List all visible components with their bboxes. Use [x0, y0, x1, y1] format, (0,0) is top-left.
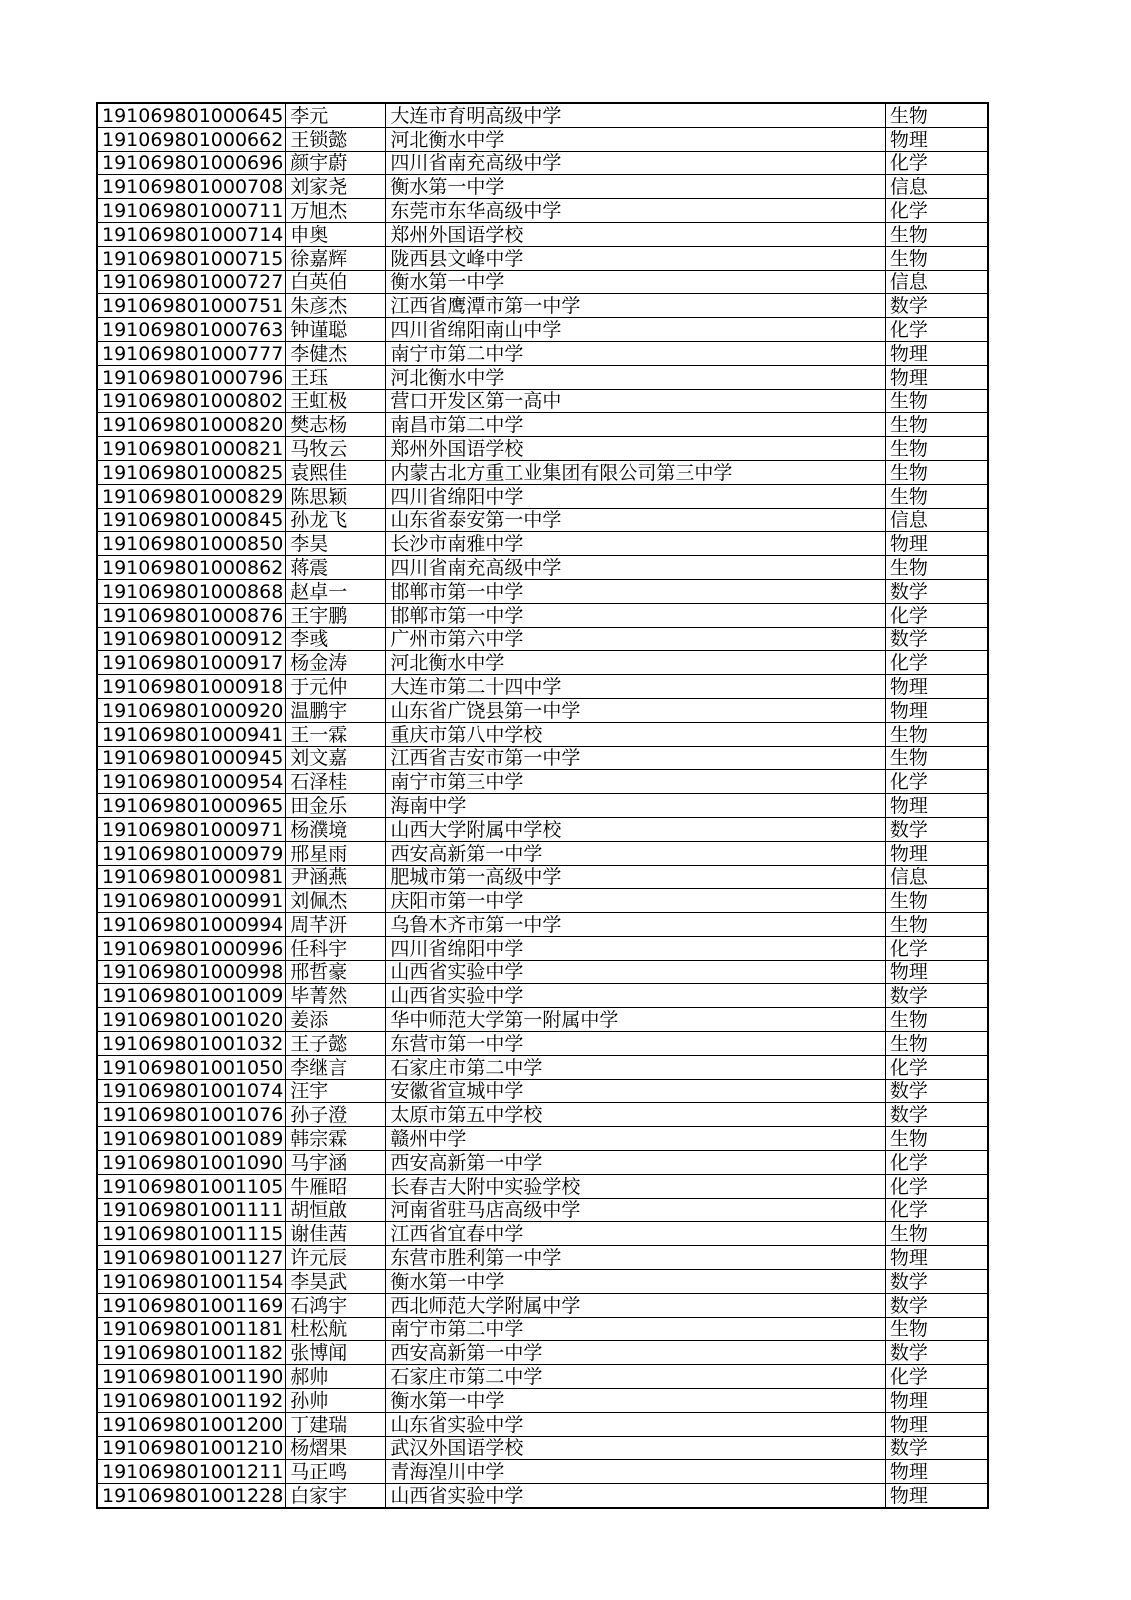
- candidate-id-cell: 191069801000912: [97, 627, 286, 651]
- student-name-cell: 陈思颖: [286, 484, 386, 508]
- candidate-id-cell: 191069801000965: [97, 794, 286, 818]
- candidate-id-cell: 191069801001089: [97, 1127, 286, 1151]
- school-name-cell: 山西省实验中学: [386, 984, 886, 1008]
- candidate-id-cell: 191069801000829: [97, 484, 286, 508]
- table-row: [97, 841, 988, 865]
- table-row: [97, 556, 988, 580]
- table-row: [97, 508, 988, 532]
- table-row: [97, 389, 988, 413]
- school-name-cell: 东营市胜利第一中学: [386, 1246, 886, 1270]
- candidate-id-cell: 191069801000918: [97, 675, 286, 699]
- school-name-cell: 山西省实验中学: [386, 1484, 886, 1508]
- subject-cell: 物理: [885, 1389, 988, 1413]
- student-name-cell: 颜宇蔚: [286, 151, 386, 175]
- school-name-cell: 四川省绵阳南山中学: [386, 318, 886, 342]
- school-name-cell: 南宁市第三中学: [386, 770, 886, 794]
- table-row: [97, 1103, 988, 1127]
- school-name-cell: 四川省绵阳中学: [386, 484, 886, 508]
- school-name-cell: 河南省驻马店高级中学: [386, 1198, 886, 1222]
- school-name-cell: 南昌市第二中学: [386, 413, 886, 437]
- school-name-cell: 四川省绵阳中学: [386, 936, 886, 960]
- subject-cell: 化学: [885, 1151, 988, 1175]
- candidate-id-cell: 191069801000645: [97, 103, 286, 127]
- subject-cell: 化学: [885, 1055, 988, 1079]
- student-name-cell: 田金乐: [286, 794, 386, 818]
- candidate-id-cell: 191069801000763: [97, 318, 286, 342]
- school-name-cell: 长沙市南雅中学: [386, 532, 886, 556]
- table-row: [97, 1317, 988, 1341]
- subject-cell: 物理: [885, 960, 988, 984]
- table-row: [97, 437, 988, 461]
- subject-cell: 物理: [885, 532, 988, 556]
- candidate-id-cell: 191069801000662: [97, 127, 286, 151]
- table-row: [97, 1032, 988, 1056]
- student-name-cell: 马正鸣: [286, 1460, 386, 1484]
- school-name-cell: 庆阳市第一中学: [386, 889, 886, 913]
- student-name-cell: 李昊武: [286, 1270, 386, 1294]
- table-row: [97, 627, 988, 651]
- student-name-cell: 申奥: [286, 222, 386, 246]
- roster-table-body: [97, 103, 988, 1508]
- subject-cell: 生物: [885, 1008, 988, 1032]
- candidate-id-cell: 191069801000825: [97, 460, 286, 484]
- table-row: [97, 1127, 988, 1151]
- table-row: [97, 341, 988, 365]
- subject-cell: 生物: [885, 722, 988, 746]
- candidate-id-cell: 191069801000979: [97, 841, 286, 865]
- student-name-cell: 孙龙飞: [286, 508, 386, 532]
- student-name-cell: 牛雁昭: [286, 1174, 386, 1198]
- student-name-cell: 朱彦杰: [286, 294, 386, 318]
- table-row: [97, 1174, 988, 1198]
- candidate-id-cell: 191069801001074: [97, 1079, 286, 1103]
- school-name-cell: 山东省泰安第一中学: [386, 508, 886, 532]
- school-name-cell: 河北衡水中学: [386, 651, 886, 675]
- subject-cell: 物理: [885, 698, 988, 722]
- table-row: [97, 1436, 988, 1460]
- school-name-cell: 海南中学: [386, 794, 886, 818]
- subject-cell: 生物: [885, 556, 988, 580]
- subject-cell: 生物: [885, 1127, 988, 1151]
- table-row: [97, 294, 988, 318]
- candidate-id-cell: 191069801000994: [97, 913, 286, 937]
- school-name-cell: 邯郸市第一中学: [386, 579, 886, 603]
- table-row: [97, 698, 988, 722]
- subject-cell: 物理: [885, 365, 988, 389]
- candidate-id-cell: 191069801000868: [97, 579, 286, 603]
- school-name-cell: 郑州外国语学校: [386, 222, 886, 246]
- student-name-cell: 李元: [286, 103, 386, 127]
- student-name-cell: 石鸿宇: [286, 1293, 386, 1317]
- subject-cell: 物理: [885, 1412, 988, 1436]
- student-name-cell: 刘家尧: [286, 175, 386, 199]
- student-name-cell: 丁建瑞: [286, 1412, 386, 1436]
- student-name-cell: 王宇鹏: [286, 603, 386, 627]
- candidate-id-cell: 191069801000714: [97, 222, 286, 246]
- school-name-cell: 南宁市第二中学: [386, 341, 886, 365]
- candidate-id-cell: 191069801000751: [97, 294, 286, 318]
- school-name-cell: 陇西县文峰中学: [386, 246, 886, 270]
- subject-cell: 生物: [885, 889, 988, 913]
- subject-cell: 信息: [885, 270, 988, 294]
- candidate-id-cell: 191069801000996: [97, 936, 286, 960]
- table-row: [97, 1293, 988, 1317]
- school-name-cell: 青海湟川中学: [386, 1460, 886, 1484]
- candidate-id-cell: 191069801000696: [97, 151, 286, 175]
- school-name-cell: 南宁市第二中学: [386, 1317, 886, 1341]
- subject-cell: 物理: [885, 1484, 988, 1508]
- student-name-cell: 胡恒啟: [286, 1198, 386, 1222]
- roster-table: [96, 102, 989, 1509]
- school-name-cell: 安徽省宣城中学: [386, 1079, 886, 1103]
- student-name-cell: 杨熠果: [286, 1436, 386, 1460]
- student-name-cell: 刘文嘉: [286, 746, 386, 770]
- candidate-id-cell: 191069801001115: [97, 1222, 286, 1246]
- student-name-cell: 钟谨聪: [286, 318, 386, 342]
- student-name-cell: 杨金涛: [286, 651, 386, 675]
- student-name-cell: 周芊汧: [286, 913, 386, 937]
- subject-cell: 数学: [885, 579, 988, 603]
- table-row: [97, 1270, 988, 1294]
- table-row: [97, 413, 988, 437]
- table-row: [97, 1079, 988, 1103]
- table-row: [97, 1412, 988, 1436]
- table-row: [97, 1246, 988, 1270]
- subject-cell: 生物: [885, 1222, 988, 1246]
- student-name-cell: 杜松航: [286, 1317, 386, 1341]
- student-name-cell: 汪宇: [286, 1079, 386, 1103]
- student-name-cell: 王一霖: [286, 722, 386, 746]
- school-name-cell: 营口开发区第一高中: [386, 389, 886, 413]
- subject-cell: 生物: [885, 484, 988, 508]
- subject-cell: 化学: [885, 1174, 988, 1198]
- table-row: [97, 1055, 988, 1079]
- school-name-cell: 西安高新第一中学: [386, 841, 886, 865]
- table-row: [97, 103, 988, 127]
- subject-cell: 数学: [885, 984, 988, 1008]
- table-row: [97, 1198, 988, 1222]
- student-name-cell: 邢哲豪: [286, 960, 386, 984]
- candidate-id-cell: 191069801000971: [97, 817, 286, 841]
- subject-cell: 物理: [885, 1460, 988, 1484]
- student-name-cell: 王珏: [286, 365, 386, 389]
- candidate-id-cell: 191069801000945: [97, 746, 286, 770]
- table-row: [97, 579, 988, 603]
- table-row: [97, 484, 988, 508]
- candidate-id-cell: 191069801001009: [97, 984, 286, 1008]
- school-name-cell: 河北衡水中学: [386, 127, 886, 151]
- student-name-cell: 王锁懿: [286, 127, 386, 151]
- subject-cell: 数学: [885, 294, 988, 318]
- school-name-cell: 重庆市第八中学校: [386, 722, 886, 746]
- candidate-id-cell: 191069801000998: [97, 960, 286, 984]
- school-name-cell: 东营市第一中学: [386, 1032, 886, 1056]
- school-name-cell: 华中师范大学第一附属中学: [386, 1008, 886, 1032]
- student-name-cell: 谢佳茜: [286, 1222, 386, 1246]
- student-name-cell: 袁熙佳: [286, 460, 386, 484]
- school-name-cell: 邯郸市第一中学: [386, 603, 886, 627]
- subject-cell: 化学: [885, 1365, 988, 1389]
- school-name-cell: 大连市第二十四中学: [386, 675, 886, 699]
- student-name-cell: 于元仲: [286, 675, 386, 699]
- school-name-cell: 长春吉大附中实验学校: [386, 1174, 886, 1198]
- student-name-cell: 李健杰: [286, 341, 386, 365]
- student-name-cell: 徐嘉辉: [286, 246, 386, 270]
- table-row: [97, 746, 988, 770]
- subject-cell: 数学: [885, 1293, 988, 1317]
- student-name-cell: 韩宗霖: [286, 1127, 386, 1151]
- candidate-id-cell: 191069801000981: [97, 865, 286, 889]
- table-row: [97, 1341, 988, 1365]
- table-row: [97, 794, 988, 818]
- candidate-id-cell: 191069801000954: [97, 770, 286, 794]
- school-name-cell: 衡水第一中学: [386, 1389, 886, 1413]
- subject-cell: 生物: [885, 103, 988, 127]
- student-name-cell: 孙帅: [286, 1389, 386, 1413]
- subject-cell: 生物: [885, 389, 988, 413]
- subject-cell: 数学: [885, 1079, 988, 1103]
- student-name-cell: 许元辰: [286, 1246, 386, 1270]
- subject-cell: 数学: [885, 1270, 988, 1294]
- subject-cell: 化学: [885, 199, 988, 223]
- student-name-cell: 蒋震: [286, 556, 386, 580]
- table-row: [97, 889, 988, 913]
- school-name-cell: 太原市第五中学校: [386, 1103, 886, 1127]
- candidate-id-cell: 191069801001169: [97, 1293, 286, 1317]
- school-name-cell: 东莞市东华高级中学: [386, 199, 886, 223]
- subject-cell: 信息: [885, 175, 988, 199]
- table-row: [97, 127, 988, 151]
- school-name-cell: 河北衡水中学: [386, 365, 886, 389]
- school-name-cell: 乌鲁木齐市第一中学: [386, 913, 886, 937]
- school-name-cell: 广州市第六中学: [386, 627, 886, 651]
- table-row: [97, 817, 988, 841]
- table-row: [97, 460, 988, 484]
- table-row: [97, 1151, 988, 1175]
- student-name-cell: 白家宇: [286, 1484, 386, 1508]
- subject-cell: 信息: [885, 865, 988, 889]
- candidate-id-cell: 191069801000777: [97, 341, 286, 365]
- student-name-cell: 李彧: [286, 627, 386, 651]
- subject-cell: 数学: [885, 1436, 988, 1460]
- candidate-id-cell: 191069801000715: [97, 246, 286, 270]
- subject-cell: 生物: [885, 413, 988, 437]
- school-name-cell: 武汉外国语学校: [386, 1436, 886, 1460]
- student-name-cell: 姜添: [286, 1008, 386, 1032]
- subject-cell: 物理: [885, 841, 988, 865]
- subject-cell: 化学: [885, 770, 988, 794]
- student-name-cell: 郝帅: [286, 1365, 386, 1389]
- student-name-cell: 王虹极: [286, 389, 386, 413]
- school-name-cell: 赣州中学: [386, 1127, 886, 1151]
- candidate-id-cell: 191069801001190: [97, 1365, 286, 1389]
- subject-cell: 物理: [885, 341, 988, 365]
- candidate-id-cell: 191069801001192: [97, 1389, 286, 1413]
- student-name-cell: 赵卓一: [286, 579, 386, 603]
- school-name-cell: 肥城市第一高级中学: [386, 865, 886, 889]
- candidate-id-cell: 191069801000802: [97, 389, 286, 413]
- student-name-cell: 马宇涵: [286, 1151, 386, 1175]
- student-name-cell: 白英伯: [286, 270, 386, 294]
- student-name-cell: 李继言: [286, 1055, 386, 1079]
- table-row: [97, 270, 988, 294]
- student-name-cell: 尹涵燕: [286, 865, 386, 889]
- school-name-cell: 江西省吉安市第一中学: [386, 746, 886, 770]
- school-name-cell: 山西省实验中学: [386, 960, 886, 984]
- table-row: [97, 1222, 988, 1246]
- table-row: [97, 936, 988, 960]
- subject-cell: 生物: [885, 437, 988, 461]
- subject-cell: 化学: [885, 1198, 988, 1222]
- student-name-cell: 石泽桂: [286, 770, 386, 794]
- school-name-cell: 山西大学附属中学校: [386, 817, 886, 841]
- candidate-id-cell: 191069801001211: [97, 1460, 286, 1484]
- subject-cell: 物理: [885, 1246, 988, 1270]
- table-row: [97, 1484, 988, 1508]
- school-name-cell: 石家庄市第二中学: [386, 1055, 886, 1079]
- table-row: [97, 532, 988, 556]
- candidate-id-cell: 191069801000862: [97, 556, 286, 580]
- school-name-cell: 衡水第一中学: [386, 175, 886, 199]
- school-name-cell: 衡水第一中学: [386, 270, 886, 294]
- table-row: [97, 318, 988, 342]
- candidate-id-cell: 191069801001228: [97, 1484, 286, 1508]
- subject-cell: 生物: [885, 1032, 988, 1056]
- candidate-id-cell: 191069801000708: [97, 175, 286, 199]
- candidate-id-cell: 191069801000991: [97, 889, 286, 913]
- subject-cell: 化学: [885, 318, 988, 342]
- subject-cell: 生物: [885, 1317, 988, 1341]
- student-name-cell: 樊志杨: [286, 413, 386, 437]
- candidate-id-cell: 191069801000850: [97, 532, 286, 556]
- student-name-cell: 王子懿: [286, 1032, 386, 1056]
- subject-cell: 化学: [885, 936, 988, 960]
- subject-cell: 化学: [885, 651, 988, 675]
- subject-cell: 数学: [885, 1103, 988, 1127]
- candidate-id-cell: 191069801000917: [97, 651, 286, 675]
- candidate-id-cell: 191069801000711: [97, 199, 286, 223]
- student-name-cell: 马牧云: [286, 437, 386, 461]
- candidate-id-cell: 191069801001127: [97, 1246, 286, 1270]
- candidate-id-cell: 191069801001154: [97, 1270, 286, 1294]
- student-name-cell: 李昊: [286, 532, 386, 556]
- candidate-id-cell: 191069801001111: [97, 1198, 286, 1222]
- candidate-id-cell: 191069801001020: [97, 1008, 286, 1032]
- candidate-id-cell: 191069801001182: [97, 1341, 286, 1365]
- student-name-cell: 刘佩杰: [286, 889, 386, 913]
- table-row: [97, 675, 988, 699]
- school-name-cell: 郑州外国语学校: [386, 437, 886, 461]
- candidate-id-cell: 191069801000845: [97, 508, 286, 532]
- subject-cell: 物理: [885, 794, 988, 818]
- subject-cell: 生物: [885, 460, 988, 484]
- student-name-cell: 杨濮境: [286, 817, 386, 841]
- candidate-id-cell: 191069801000821: [97, 437, 286, 461]
- table-row: [97, 651, 988, 675]
- school-name-cell: 西安高新第一中学: [386, 1341, 886, 1365]
- table-row: [97, 1389, 988, 1413]
- student-name-cell: 万旭杰: [286, 199, 386, 223]
- table-row: [97, 222, 988, 246]
- student-name-cell: 毕菁然: [286, 984, 386, 1008]
- table-row: [97, 984, 988, 1008]
- table-row: [97, 960, 988, 984]
- table-row: [97, 913, 988, 937]
- school-name-cell: 衡水第一中学: [386, 1270, 886, 1294]
- school-name-cell: 内蒙古北方重工业集团有限公司第三中学: [386, 460, 886, 484]
- school-name-cell: 四川省南充高级中学: [386, 556, 886, 580]
- table-row: [97, 1008, 988, 1032]
- school-name-cell: 江西省宜春中学: [386, 1222, 886, 1246]
- subject-cell: 化学: [885, 603, 988, 627]
- table-row: [97, 865, 988, 889]
- candidate-id-cell: 191069801000796: [97, 365, 286, 389]
- candidate-id-cell: 191069801001210: [97, 1436, 286, 1460]
- subject-cell: 化学: [885, 151, 988, 175]
- candidate-id-cell: 191069801001090: [97, 1151, 286, 1175]
- candidate-id-cell: 191069801001032: [97, 1032, 286, 1056]
- subject-cell: 数学: [885, 627, 988, 651]
- subject-cell: 生物: [885, 246, 988, 270]
- student-name-cell: 孙子澄: [286, 1103, 386, 1127]
- table-row: [97, 770, 988, 794]
- subject-cell: 信息: [885, 508, 988, 532]
- subject-cell: 数学: [885, 1341, 988, 1365]
- candidate-id-cell: 191069801000727: [97, 270, 286, 294]
- candidate-id-cell: 191069801000941: [97, 722, 286, 746]
- student-name-cell: 张博闻: [286, 1341, 386, 1365]
- school-name-cell: 四川省南充高级中学: [386, 151, 886, 175]
- candidate-id-cell: 191069801000920: [97, 698, 286, 722]
- subject-cell: 生物: [885, 222, 988, 246]
- school-name-cell: 西安高新第一中学: [386, 1151, 886, 1175]
- table-row: [97, 246, 988, 270]
- candidate-id-cell: 191069801000876: [97, 603, 286, 627]
- school-name-cell: 西北师范大学附属中学: [386, 1293, 886, 1317]
- table-row: [97, 722, 988, 746]
- table-row: [97, 199, 988, 223]
- table-row: [97, 175, 988, 199]
- table-row: [97, 1365, 988, 1389]
- candidate-id-cell: 191069801001200: [97, 1412, 286, 1436]
- subject-cell: 物理: [885, 127, 988, 151]
- school-name-cell: 山东省广饶县第一中学: [386, 698, 886, 722]
- school-name-cell: 山东省实验中学: [386, 1412, 886, 1436]
- table-row: [97, 603, 988, 627]
- student-name-cell: 温鹏宇: [286, 698, 386, 722]
- student-name-cell: 任科宇: [286, 936, 386, 960]
- student-name-cell: 邢星雨: [286, 841, 386, 865]
- candidate-id-cell: 191069801001076: [97, 1103, 286, 1127]
- school-name-cell: 石家庄市第二中学: [386, 1365, 886, 1389]
- candidate-id-cell: 191069801000820: [97, 413, 286, 437]
- candidate-id-cell: 191069801001050: [97, 1055, 286, 1079]
- subject-cell: 物理: [885, 675, 988, 699]
- candidate-id-cell: 191069801001181: [97, 1317, 286, 1341]
- school-name-cell: 大连市育明高级中学: [386, 103, 886, 127]
- subject-cell: 生物: [885, 746, 988, 770]
- table-row: [97, 151, 988, 175]
- table-row: [97, 365, 988, 389]
- candidate-id-cell: 191069801001105: [97, 1174, 286, 1198]
- school-name-cell: 江西省鹰潭市第一中学: [386, 294, 886, 318]
- table-row: [97, 1460, 988, 1484]
- subject-cell: 数学: [885, 817, 988, 841]
- subject-cell: 生物: [885, 913, 988, 937]
